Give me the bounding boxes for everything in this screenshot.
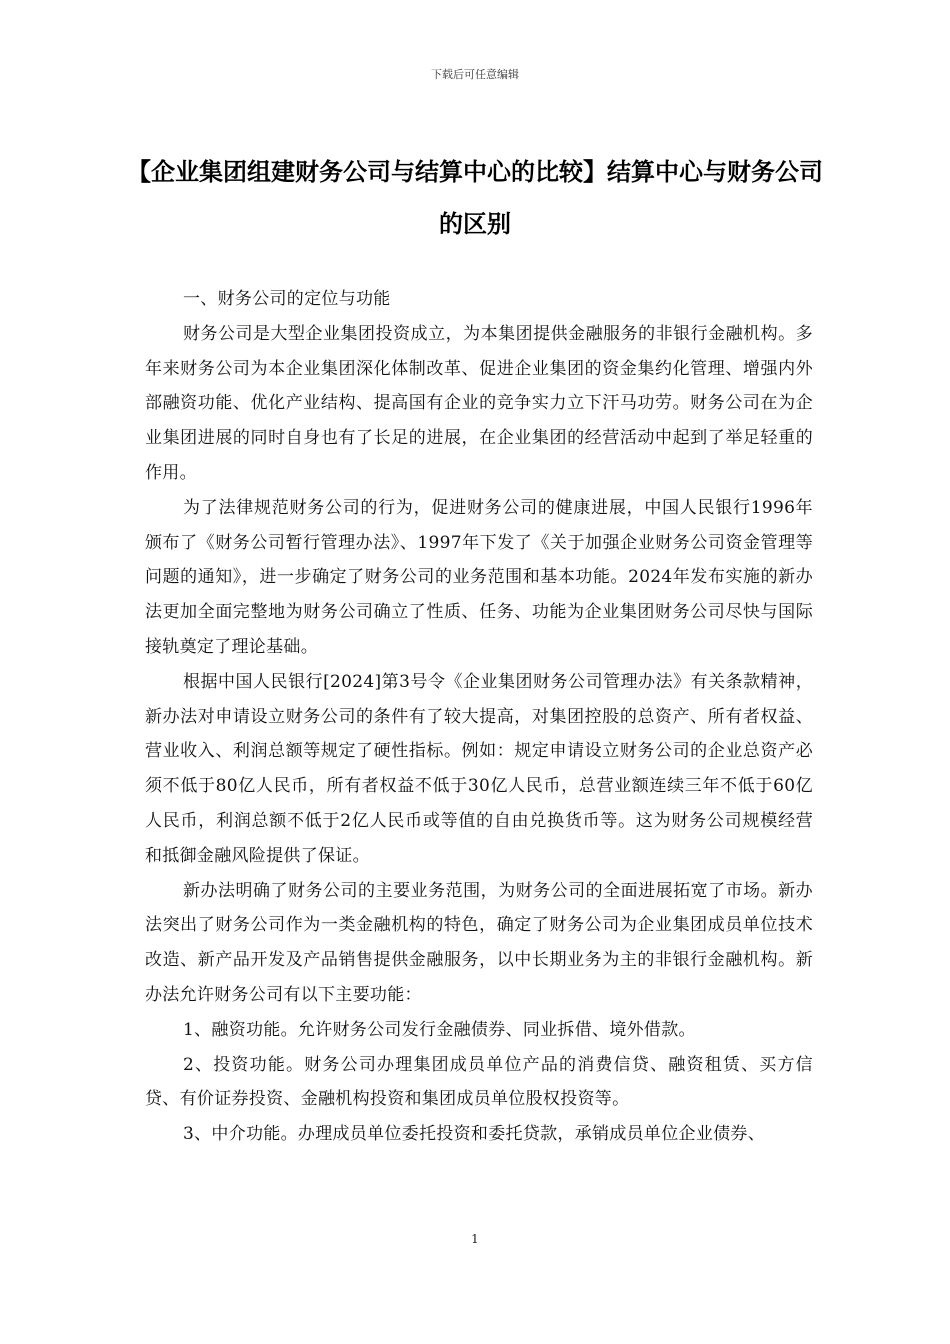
header-note: 下载后可任意编辑 xyxy=(431,68,519,81)
document-body xyxy=(145,282,813,1152)
paragraph: 新办法明确了财务公司的主要业务范围，为财务公司的全面进展拓宽了市场。新办法突出了财务公司作为一类金融机构的特色，确定了财务公司为企业集团成员单位技术改造、新产品开发及产品销售提供金融服务，以中长期业务为主的非银行金融机构。新办法允许财务公司有以下主要功能： xyxy=(145,880,813,1005)
list-item: 2、投资功能。财务公司办理集团成员单位产品的消费信贷、融资租赁、买方信贷、有价证券投资、金融机构投资和集团成员单位股权投资等。 xyxy=(145,1054,813,1110)
document-title: 【企业集团组建财务公司与结算中心的比较】结算中心与财务公司的区别 xyxy=(127,158,823,238)
section-heading: 一、财务公司的定位与功能 xyxy=(183,289,391,309)
paragraph: 为了法律规范财务公司的行为，促进财务公司的健康进展，中国人民银行1996年颁布了《财务公司暂行管理办法》、1997年下发了《关于加强企业财务公司资金管理等问题的通知》，进一步确定了财务公司的业务范围和基本功能。2024年发布实施的新办法更加全面完整地为财务公司确立了性质、任务、功能为企业集团财务公司尽快与国际接轨奠定了理论基础。 xyxy=(145,497,813,657)
paragraph: 根据中国人民银行[2024]第3号令《企业集团财务公司管理办法》有关条款精神，新办法对申请设立财务公司的条件有了较大提高，对集团控股的总资产、所有者权益、营业收入、利润总额等规定了硬性指标。例如：规定申请设立财务公司的企业总资产必须不低于80亿人民币，所有者权益不低于30亿人民币，总营业额连续三年不低于60亿人民币，利润总额不低于2亿人民币或等值的自由兑换货币等。这为财务公司规模经营和抵御金融风险提供了保证。 xyxy=(145,671,813,866)
list-item: 3、中介功能。办理成员单位委托投资和委托贷款，承销成员单位企业债券、 xyxy=(183,1124,766,1145)
list-item: 1、融资功能。允许财务公司发行金融债券、同业拆借、境外借款。 xyxy=(183,1019,696,1040)
page-number: 1 xyxy=(471,1232,479,1246)
paragraph: 财务公司是大型企业集团投资成立，为本集团提供金融服务的非银行金融机构。多年来财务公司为本企业集团深化体制改革、促进企业集团的资金集约化管理、增强内外部融资功能、优化产业结构、提高国有企业的竞争实力立下汗马功劳。财务公司在为企业集团进展的同时自身也有了长足的进展，在企业集团的经营活动中起到了举足轻重的作用。 xyxy=(145,323,813,483)
